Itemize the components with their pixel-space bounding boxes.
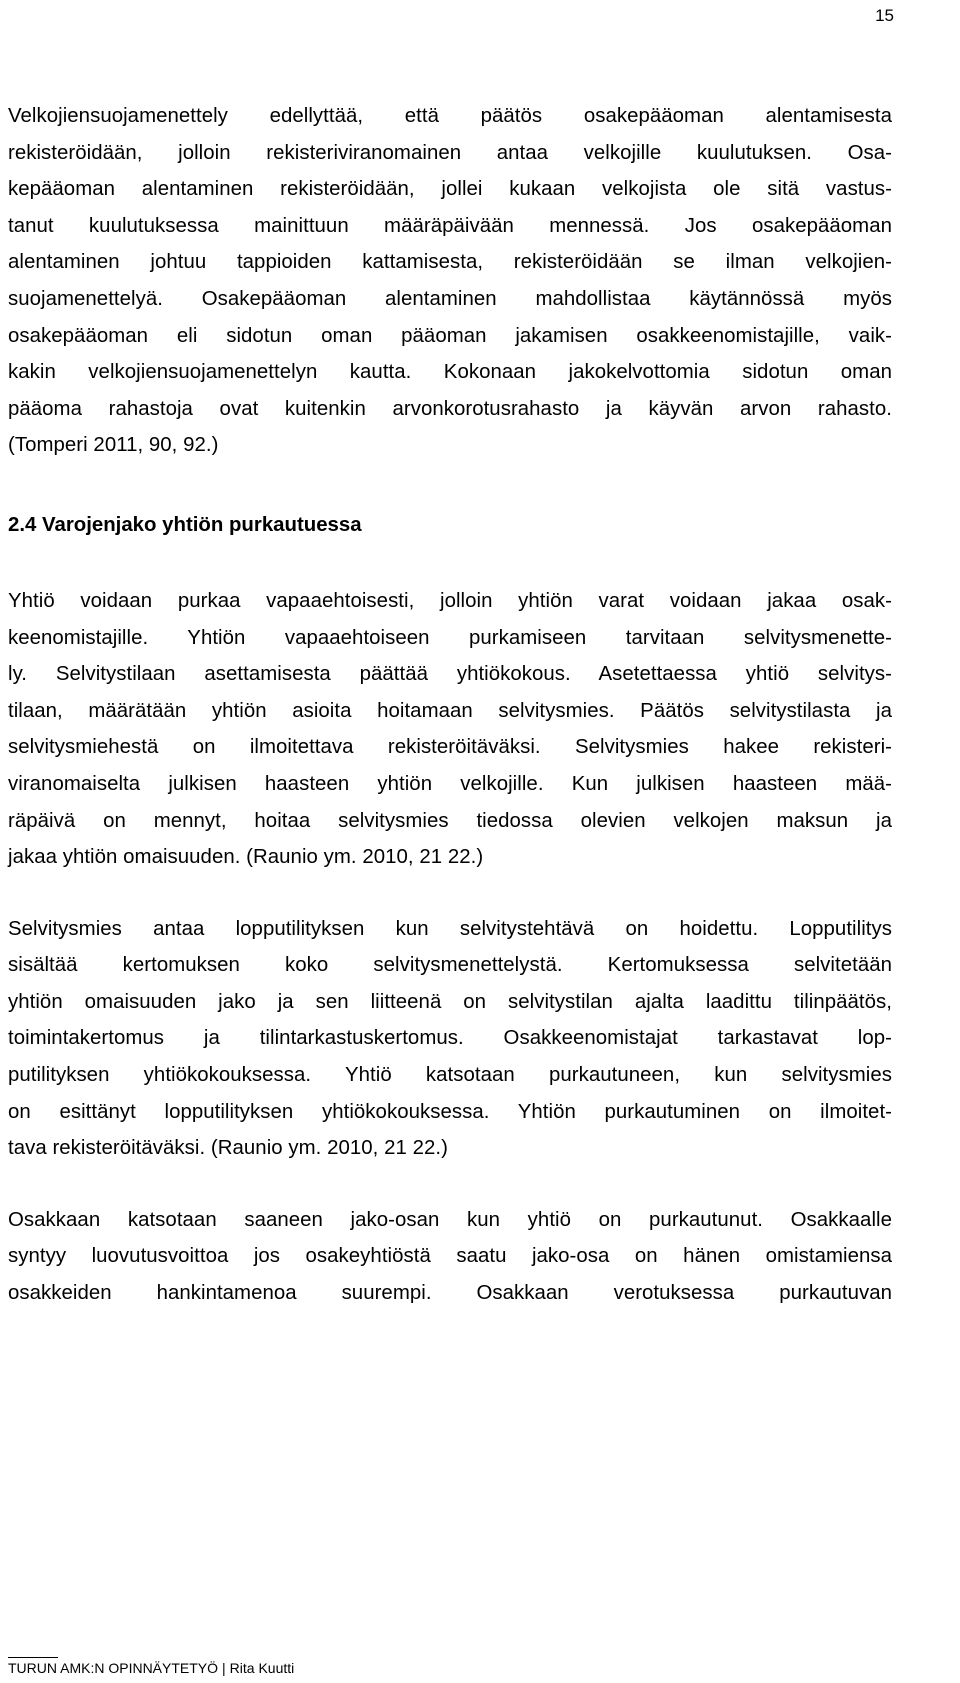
page-footer [8, 1659, 294, 1677]
text-line: tilaan, määrätään yhtiön asioita hoitamaan selvitysmies. Päätös selvitystilasta ja [8, 699, 892, 722]
document-body [8, 98, 892, 1312]
text-line: selvitysmiehestä on ilmoitettava rekisteröitäväksi. Selvitysmies hakee rekisteri- [8, 736, 892, 759]
text-line: Velkojiensuojamenettely edellyttää, että päätös osakepääoman alentamisesta [8, 105, 892, 127]
text-line: Osakkaan katsotaan saaneen jako-osan kun yhtiö on purkautunut. Osakkaalle [8, 1208, 892, 1231]
text-line: ly. Selvitystilaan asettamisesta päättää yhtiökokous. Asetettaessa yhtiö selvitys- [8, 663, 892, 686]
text-line: syntyy luovutusvoittoa jos osakeyhtiöstä saatu jako-osa on hänen omistamiensa [8, 1245, 892, 1268]
text-line: toimintakertomus ja tilintarkastuskertomus. Osakkeenomistajat tarkastavat lop- [8, 1027, 892, 1050]
paragraph-shareholder-taxation [8, 1202, 892, 1312]
footer-institution: TURUN AMK:N OPINNÄYTETYÖ [8, 1660, 219, 1676]
text-line: viranomaiselta julkisen haasteen yhtiön velkojille. Kun julkisen haasteen mää- [8, 772, 892, 795]
text-line: kakin velkojiensuojamenettelyn kautta. Kokonaan jakokelvottomia sidotun oman [8, 361, 892, 384]
text-line: osakepääoman eli sidotun oman pääoman jakamisen osakkeenomistajille, vaik- [8, 324, 892, 347]
text-line: Yhtiö voidaan purkaa vapaaehtoisesti, jolloin yhtiön varat voidaan jakaa osak- [8, 589, 892, 612]
text-line: rekisteröidään, jolloin rekisteriviranomainen antaa velkojille kuulutuksen. Osa- [8, 141, 892, 164]
paragraph-voluntary-dissolution [8, 583, 892, 876]
text-line: alentaminen johtuu tappioiden kattamisesta, rekisteröidään se ilman velkojien- [8, 251, 892, 274]
paragraph-capital-reduction [8, 98, 892, 464]
footer-separator: | [222, 1660, 226, 1676]
footer-rule [8, 1657, 58, 1658]
text-line: on esittänyt lopputilityksen yhtiökokouksessa. Yhtiön purkautuminen on ilmoitet- [8, 1100, 892, 1123]
text-line: Selvitysmies antaa lopputilityksen kun selvitystehtävä on hoidettu. Lopputilitys [8, 917, 892, 940]
text-line: tava rekisteröitäväksi. (Raunio ym. 2010, 21 22.) [8, 1137, 448, 1160]
text-line: osakkeiden hankintamenoa suurempi. Osakkaan verotuksessa purkautuvan [8, 1282, 892, 1305]
text-line: yhtiön omaisuuden jako ja sen liitteenä on selvitystilan ajalta laadittu tilinpäätös, [8, 990, 892, 1013]
text-line: pääoma rahastoja ovat kuitenkin arvonkorotusrahasto ja käyvän arvon rahasto. [8, 397, 892, 420]
section-heading: 2.4 Varojenjako yhtiön purkautuessa [8, 513, 362, 536]
text-line: räpäivä on mennyt, hoitaa selvitysmies tiedossa olevien velkojen maksun ja [8, 809, 892, 832]
page-number: 15 [875, 6, 894, 25]
text-line: sisältää kertomuksen koko selvitysmenettelystä. Kertomuksessa selvitetään [8, 954, 892, 977]
text-line: putilityksen yhtiökokouksessa. Yhtiö katsotaan purkautuneen, kun selvitysmies [8, 1064, 892, 1087]
text-line: keenomistajille. Yhtiön vapaaehtoiseen purkamiseen tarvitaan selvitysmenette- [8, 626, 892, 649]
text-line: suojamenettelyä. Osakepääoman alentaminen mahdollistaa käytännössä myös [8, 287, 892, 310]
text-line: jakaa yhtiön omaisuuden. (Raunio ym. 2010, 21 22.) [8, 846, 484, 869]
footer-author: Rita Kuutti [229, 1660, 295, 1676]
text-line: (Tomperi 2011, 90, 92.) [8, 434, 219, 457]
text-line: tanut kuulutuksessa mainittuun määräpäivään mennessä. Jos osakepääoman [8, 214, 892, 237]
paragraph-final-settlement [8, 911, 892, 1167]
text-line: kepääoman alentaminen rekisteröidään, jollei kukaan velkojista ole sitä vastus- [8, 178, 892, 201]
